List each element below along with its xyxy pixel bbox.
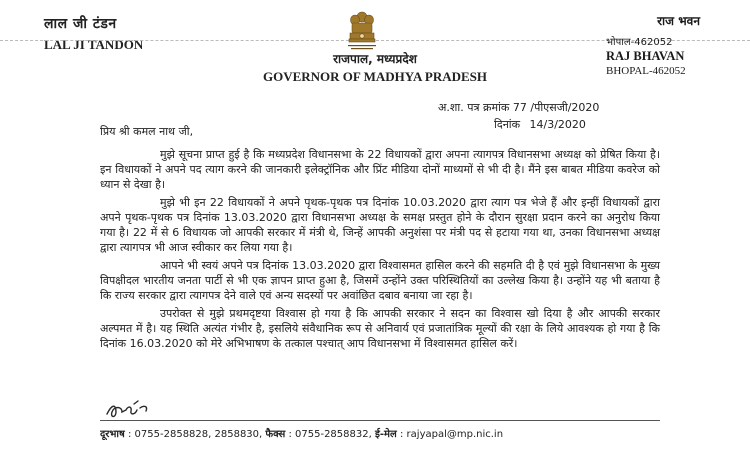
raj-bhavan-hindi: राज भवन: [657, 14, 700, 28]
address-english: BHOPAL-462052: [606, 65, 686, 77]
letter-date: 14/3/2020: [529, 118, 586, 131]
letter-body: [100, 124, 660, 354]
email-label: ई-मेल: [374, 429, 397, 440]
letter-number-label: अ.शा. पत्र क्रमांक: [438, 101, 510, 114]
salutation: प्रिय श्री कमल नाथ जी,: [100, 125, 194, 138]
body-paragraph-3: आपने भी स्वयं अपने पत्र दिनांक 13.03.2020 द्वारा विश्वासमत हासिल करने की सहमति दी है एवं मुझे विधानसभा के मुख्य विपक्षीदल भारतीय जनता पार्टी से भी एक ज्ञापन प्राप्त हुआ है, जिसमें उन्होंने उक्त परिस्थितियों का उल्लेख किया है। उन्होंने यह भी बताया है कि राज्य सरकार द्वारा त्यागपत्र देने वाले एवं अन्य सदस्यों पर अवांछित दबाव बनाया जा रहा है।: [100, 259, 660, 302]
raj-bhavan-address-block: [578, 12, 708, 77]
address-hindi: भोपाल-462052: [606, 37, 673, 48]
sender-name-block: [44, 14, 143, 53]
handwritten-signature: [104, 396, 154, 422]
body-paragraph-2: मुझे भी इन 22 विधायकों ने अपने पृथक-पृथक पत्र दिनांक 10.03.2020 द्वारा त्याग पत्र भेजे हैं और इन्हीं विधायकों द्वारा अपने पृथक-पृथक पत्र दिनांक 13.03.2020 द्वारा विधानसभा अध्यक्ष के समक्ष प्रस्तुत होने के दौरान सुरक्षा प्रदान करने का अनुरोध किया गया है। 22 में से 6 विधायक जो आपकी सरकार में मंत्री थे, जिन्हें आपकी अनुशंसा पर मंत्री पद से हटाया गया था, उनका विधानसभा अध्यक्ष द्वारा त्यागपत्र भी आज स्वीकार कर लिया गया है।: [100, 196, 660, 254]
phone-label: दूरभाष: [100, 429, 125, 440]
body-paragraph-4: उपरोक्त से मुझे प्रथमदृष्टया विश्वास हो गया है कि आपकी सरकार ने सदन का विश्वास खो दिया है और आपकी सरकार अल्पमत में है। यह स्थिति अत्यंत गंभीर है, इसलिये संवैधानिक रूप से अनिवार्य एवं प्रजातांत्रिक मूल्यों की रक्षा के लिये आवश्यक हो गया है कि दिनांक 16.03.2020 को मेरे अभिभाषण के तत्काल पश्चात् आप विधानसभा में विश्वासमत हासिल करें।: [100, 307, 660, 350]
national-emblem-icon: [345, 8, 379, 52]
fax-number: : 0755-2858832,: [288, 429, 372, 440]
office-title-english: GOVERNOR OF MADHYA PRADESH: [262, 69, 488, 84]
email-address: : rajyapal@mp.nic.in: [400, 429, 504, 440]
footer-contact: [100, 426, 660, 440]
sender-name-hindi: लाल जी टंडन: [44, 16, 117, 32]
sender-name-english: LAL JI TANDON: [44, 37, 144, 52]
body-paragraph-1: मुझे सूचना प्राप्त हुई है कि मध्यप्रदेश विधानसभा के 22 विधायकों द्वारा अपना त्यागपत्र विधानसभा अध्यक्ष को प्रेषित किया है। इन विधायकों ने अपने पद त्याग करने की जानकारी इलेक्ट्रॉनिक और प्रिंट मीडिया दोनों माध्यमों से भी दी है। मैंने इस बाबत मीडिया कवरेज को ध्यान से देखा है।: [100, 148, 660, 191]
raj-bhavan-english: RAJ BHAVAN: [606, 49, 685, 63]
office-title-hindi: राजपाल, मध्यप्रदेश: [333, 52, 417, 66]
footer-rule: [100, 420, 660, 421]
date-label: दिनांक: [494, 118, 521, 131]
letter-number: 77 /पीएसजी/2020: [512, 101, 600, 114]
office-title-block: [225, 50, 525, 85]
phone-numbers: : 0755-2858828, 2858830,: [128, 429, 263, 440]
fax-label: फैक्स: [265, 429, 286, 440]
